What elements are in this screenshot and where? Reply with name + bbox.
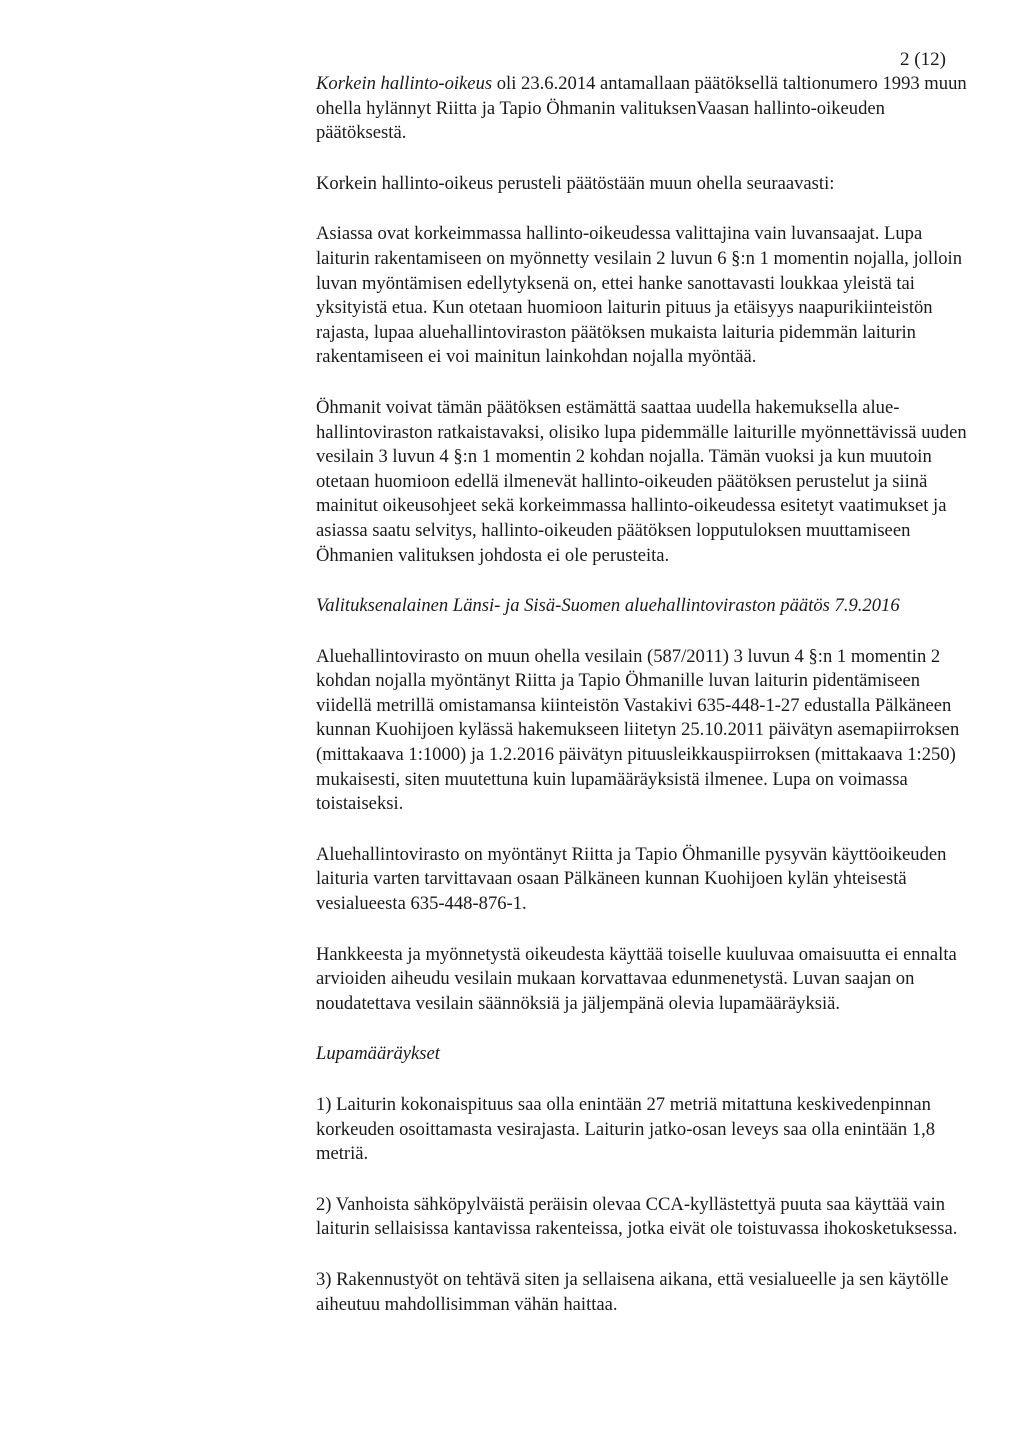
permit-condition-1: 1) Laiturin kokonaispituus saa olla enintään 27 metriä mitattuna keskivedenpinnan korkeuden osoittamasta vesirajasta. Laiturin jatko-osan leveys saa olla enintään 1,8 metriä. [316,1094,936,1165]
court-name: Korkein hallinto-oikeus [316,73,493,94]
document-body [316,72,968,1317]
avi-compensation-paragraph: Hankkeesta ja myönnetystä oikeudesta käyttää toiselle kuuluvaa omaisuutta ei ennalta arvioiden aiheudu vesilain mukaan korvattavaa edunmenetystä. Luvan saajan on noudatettava vesilain säännöksiä ja jäljempänä olevia lupamääräyksiä. [316,943,957,1014]
avi-usage-right-paragraph: Aluehallintovirasto on myöntänyt Riitta ja Tapio Öhmanille pysyvän käyttöoikeuden laituria varten tarvittavaan osaan Pälkäneen kunnan Kuohijoen kylän yhteisestä vesialueesta 635-448-876-1. [316,843,947,915]
page-number: 2 (12) [900,49,946,70]
kho-reasoning-paragraph: Asiassa ovat korkeimmassa hallinto-oikeudessa valittajina vain luvansaajat. Lupa laiturin rakentamiseen on myönnetty vesilain 2 luvun 6 §:n 1 momentin nojalla, jolloin luvan myöntämisen edellytyksenä on, ettei hanke sanottavasti loukkaa yleistä tai yksityistä etua. Kun otetaan huomioon laiturin pituus ja etäisyys naapurikiinteistön rajasta, lupaa aluehallintoviraston päätöksen mukaista laituria pidemmän laiturin rakentamiseen ei voi mainitun lainkohdan nojalla myöntää. [316,223,963,368]
section-heading: Valituksenalainen Länsi- ja Sisä-Suomen aluehallintoviraston päätös 7.9.2016 [316,595,900,617]
permit-conditions-heading: Lupamääräykset [316,1043,440,1065]
permit-condition-3: 3) Rakennustyöt on tehtävä siten ja sellaisena aikana, että vesialueelle ja sen käytölle aiheutuu mahdollisimman vähän haittaa. [316,1268,949,1315]
permit-condition-2: 2) Vanhoista sähköpylväistä peräisin olevaa CCA-kyllästettyä puuta saa käyttää vain laiturin sellaisissa kantavissa rakenteissa, jotka eivät ole toistuvassa ihokosketuksessa. [316,1193,958,1240]
intro-paragraph [316,72,968,146]
intro-text: oli 23.6.2014 antamallaan päätöksellä taltionumero 1993 muun ohella hylännyt Riitta ja Tapio Öhmanin valituksenVaasan hallinto-oikeuden päätöksestä. [316,73,967,144]
avi-decision-paragraph: Aluehallintovirasto on muun ohella vesilain (587/2011) 3 luvun 4 §:n 1 momentin 2 kohdan nojalla myöntänyt Riitta ja Tapio Öhmanille luvan laiturin pidentämiseen viidellä metrillä omistamansa kiinteistön Vastakivi 635-448-1-27 edustalla Pälkäneen kunnan Kuohijoen kylässä hakemukseen liitetyn 25.10.2011 päivätyn asemapiirroksen (mittakaava 1:1000) ja 1.2.2016 päivätyn pituusleikkauspiirroksen (mittakaava 1:250) mukaisesti, siten muutettuna kuin lupamääräyksistä ilmenee. Lupa on voimassa toistaiseksi. [316,645,960,815]
kho-reasoning-intro: Korkein hallinto-oikeus perusteli päätöstään muun ohella seuraavasti: [316,172,835,194]
kho-conclusion-paragraph: Öhmanit voivat tämän päätöksen estämättä saattaa uudella hakemuksella aluehallintoviraston ratkaistavaksi, olisiko lupa pidemmälle laiturille myönnettävissä uuden vesilain 3 luvun 4 §:n 1 momentin 2 kohdan nojalla. Tämän vuoksi ja kun muutoin otetaan huomioon edellä ilmenevät hallinto-oikeuden päätöksen perustelut ja siinä mainitut oikeusohjeet sekä korkeimmassa hallinto-oikeudessa esitetyt vaatimukset ja asiassa saatu selvitys, hallinto-oikeuden päätöksen lopputuloksen muuttamiseen Öhmanien valituksen johdosta ei ole perusteita. [316,396,967,566]
